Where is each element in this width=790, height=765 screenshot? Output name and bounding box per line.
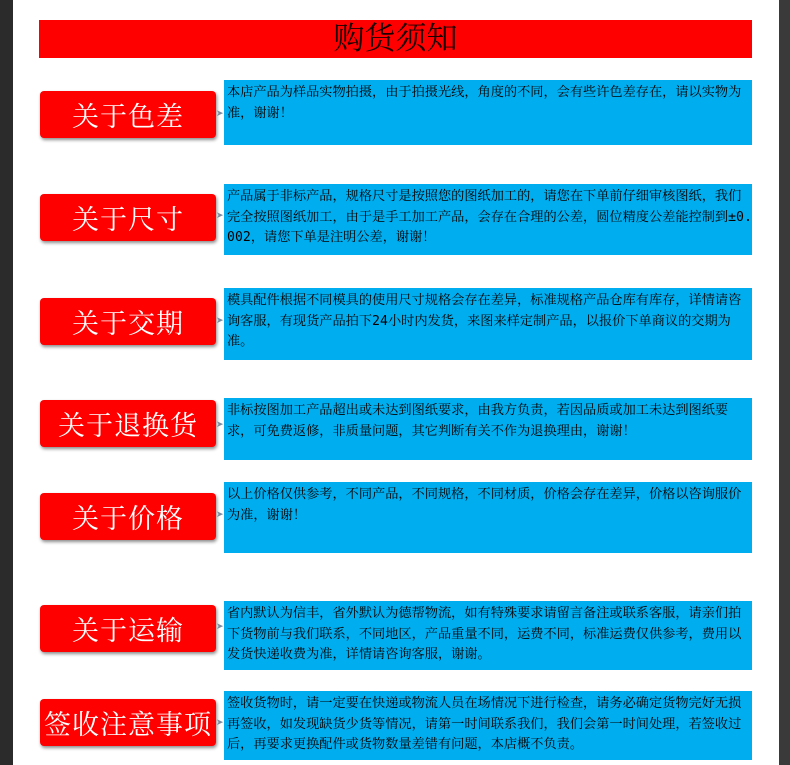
- arrow-icon: ➤: [216, 211, 224, 221]
- section-text-shipping: 省内默认为信丰，省外默认为德帮物流，如有特殊要求请留言备注或联系客服，请亲们拍下货物前与我们联系，不同地区，产品重量不同，运费不同，标准运费仅供参考，费用以发货快递收费为准，详情请咨询客服，谢谢。: [224, 601, 752, 670]
- arrow-icon: ➤: [216, 718, 224, 728]
- section-label-color-difference: 关于色差: [40, 91, 216, 138]
- right-page-edge: [779, 0, 790, 765]
- section-label-receipt-notes: 签收注意事项: [40, 699, 216, 746]
- section-label-returns: 关于退换货: [40, 400, 216, 447]
- section-label-price: 关于价格: [40, 493, 216, 540]
- section-text-delivery-time: 模具配件根据不同模具的使用尺寸规格会存在差异，标准规格产品仓库有库存，详情请咨询客服，有现货产品拍下24小时内发货，来图来样定制产品，以报价下单商议的交期为准。: [224, 288, 752, 360]
- title-banner: [39, 20, 752, 58]
- section-text-price: 以上价格仅供参考，不同产品，不同规格，不同材质，价格会存在差异，价格以咨询服价为准，谢谢！: [224, 482, 752, 553]
- section-text-color-difference: 本店产品为样品实物拍摄，由于拍摄光线，角度的不同，会有些许色差存在，请以实物为准，谢谢！: [224, 80, 752, 145]
- arrow-icon: ➤: [216, 420, 224, 430]
- arrow-icon: ➤: [216, 510, 224, 520]
- section-label-delivery-time: 关于交期: [40, 298, 216, 345]
- left-page-edge: [0, 0, 13, 765]
- page-title: 购货须知: [333, 21, 458, 57]
- section-text-size: 产品属于非标产品，规格尺寸是按照您的图纸加工的，请您在下单前仔细审核图纸，我们完全按照图纸加工，由于是手工加工产品，会存在合理的公差，圆位精度公差能控制到±0.002，请您下单是注明公差，谢谢！: [224, 184, 752, 255]
- arrow-icon: ➤: [216, 109, 224, 119]
- section-label-shipping: 关于运输: [40, 605, 216, 652]
- section-text-returns: 非标按图加工产品超出或未达到图纸要求，由我方负责，若因品质或加工未达到图纸要求，可免费返修，非质量问题，其它判断有关不作为退换理由，谢谢！: [224, 398, 752, 460]
- arrow-icon: ➤: [216, 622, 224, 632]
- section-label-size: 关于尺寸: [40, 194, 216, 241]
- arrow-icon: ➤: [216, 316, 224, 326]
- section-text-receipt-notes: 签收货物时，请一定要在快递或物流人员在场情况下进行检查，请务必确定货物完好无损再签收，如发现缺货少货等情况，请第一时间联系我们，我们会第一时间处理，若签收过后，再要求更换配件或货物数量差错有问题，本店概不负责。: [224, 691, 752, 760]
